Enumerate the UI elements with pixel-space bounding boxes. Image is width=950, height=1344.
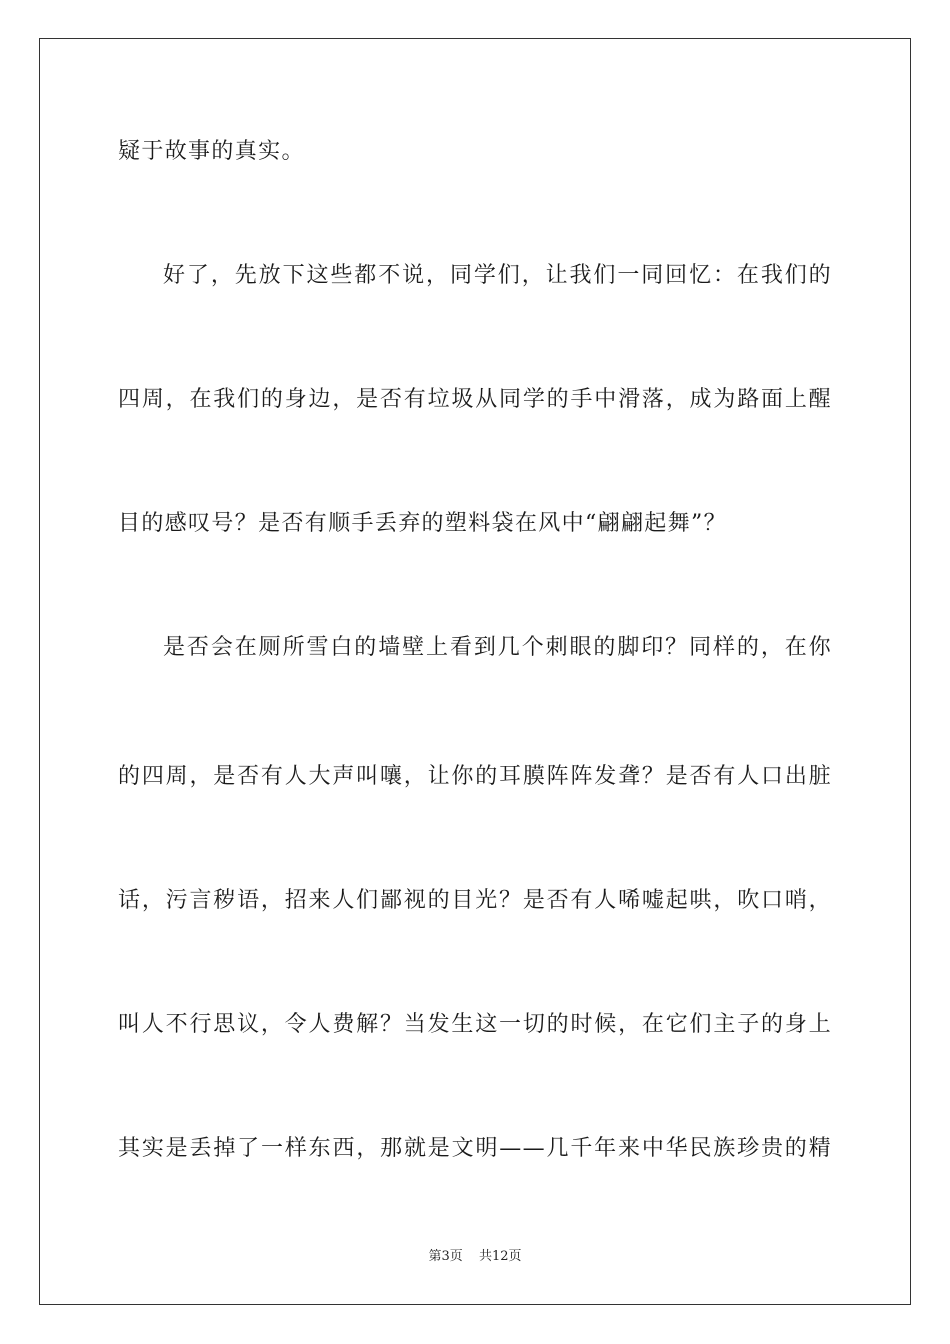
text-line-4: 目的感叹号？是否有顺手丢弃的塑料袋在风中“翩翩起舞”？ bbox=[118, 511, 727, 536]
text-line-2: 好了，先放下这些都不说，同学们，让我们一同回忆：在我们的 bbox=[163, 263, 832, 288]
text-line-8: 叫人不行思议，令人费解？当发生这一切的时候，在它们主子的身上 bbox=[118, 1012, 832, 1037]
total-pages: 共12页 bbox=[478, 1249, 522, 1264]
text-line-5: 是否会在厕所雪白的墙壁上看到几个刺眼的脚印？同样的，在你 bbox=[163, 635, 832, 660]
text-line-3: 四周，在我们的身边，是否有垃圾从同学的手中滑落，成为路面上醒 bbox=[118, 387, 832, 412]
text-line-7: 话，污言秽语，招来人们鄙视的目光？是否有人唏嘘起哄，吹口哨， bbox=[118, 888, 832, 913]
page-border bbox=[39, 38, 911, 1305]
text-line-9: 其实是丢掉了一样东西，那就是文明——几千年来中华民族珍贵的精 bbox=[118, 1136, 832, 1161]
text-line-1: 疑于故事的真实。 bbox=[118, 139, 305, 164]
page-number: 第3页 bbox=[428, 1249, 463, 1264]
page-footer bbox=[0, 1248, 950, 1266]
text-line-6: 的四周，是否有人大声叫嚷，让你的耳膜阵阵发聋？是否有人口出脏 bbox=[118, 764, 832, 789]
